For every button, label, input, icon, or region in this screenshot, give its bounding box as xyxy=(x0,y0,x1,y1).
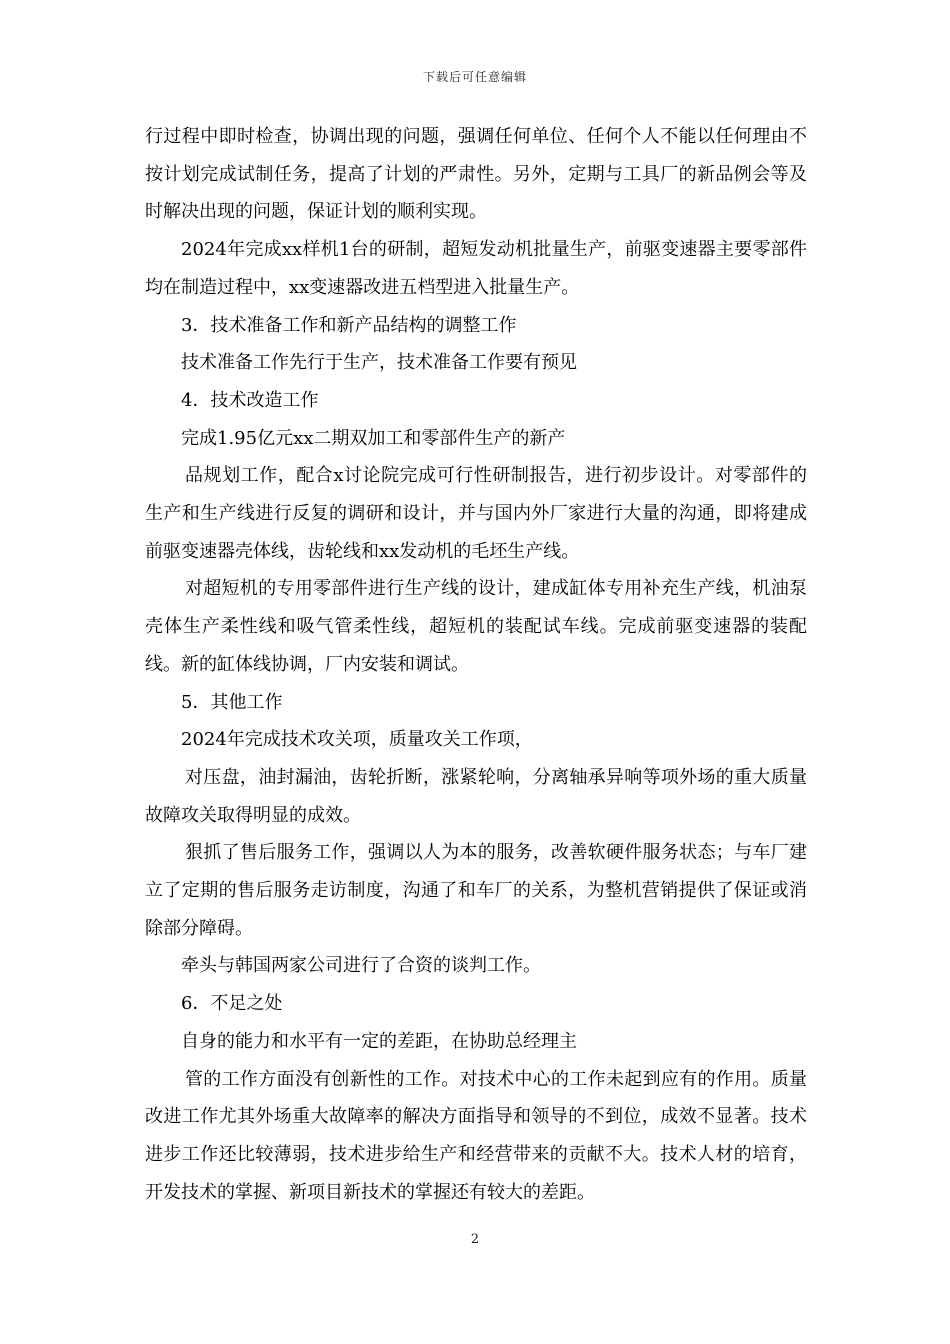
paragraph: 对超短机的专用零部件进行生产线的设计，建成缸体专用补充生产线，机油泵壳体生产柔性线和吸气管柔性线，超短机的装配试车线。完成前驱变速器的装配线。新的缸体线协调，厂内安装和调试。 xyxy=(145,578,807,675)
paragraph: 管的工作方面没有创新性的工作。对技术中心的工作未起到应有的作用。质量改进工作尤其外场重大故障率的解决方面指导和领导的不到位，成效不显著。技术进步工作还比较薄弱，技术进步给生产和经营带来的贡献不大。技术人材的培育，开发技术的掌握、新项目新技术的掌握还有较大的差距。 xyxy=(145,1068,807,1203)
paragraph: 品规划工作，配合x讨论院完成可行性研制报告，进行初步设计。对零部件的生产和生产线进行反复的调研和设计，并与国内外厂家进行大量的沟通，即将建成前驱变速器壳体线，齿轮线和xx发动机的毛坯生产线。 xyxy=(145,465,807,562)
paragraph: 2024年完成xx样机1台的研制，超短发动机批量生产，前驱变速器主要零部件均在制造过程中，xx变速器改进五档型进入批量生产。 xyxy=(145,239,807,298)
paragraph: 牵头与韩国两家公司进行了合资的谈判工作。 xyxy=(181,955,541,977)
section-heading: 3．技术准备工作和新产品结构的调整工作 xyxy=(181,314,517,336)
paragraph: 完成1.95亿元xx二期双加工和零部件生产的新产 xyxy=(181,427,566,449)
page-header: 下载后可任意编辑 xyxy=(422,70,527,84)
section-heading: 4．技术改造工作 xyxy=(181,389,319,411)
paragraph: 对压盘，油封漏油，齿轮折断，涨紧轮响，分离轴承异响等项外场的重大质量故障攻关取得明显的成效。 xyxy=(145,766,807,826)
paragraph: 行过程中即时检查，协调出现的问题，强调任何单位、任何个人不能以任何理由不按计划完成试制任务，提高了计划的严肃性。另外，定期与工具厂的新品例会等及时解决出现的问题，保证计划的顺利实现。 xyxy=(145,126,807,223)
paragraph: 技术准备工作先行于生产，技术准备工作要有预见 xyxy=(181,352,577,374)
document-body xyxy=(145,118,807,1211)
page-number: 2 xyxy=(470,1232,480,1247)
paragraph: 自身的能力和水平有一定的差距，在协助总经理主 xyxy=(181,1030,577,1052)
section-heading: 6．不足之处 xyxy=(181,993,283,1015)
section-heading: 5．其他工作 xyxy=(181,691,283,713)
paragraph: 2024年完成技术攻关项，质量攻关工作项， xyxy=(181,729,533,751)
paragraph: 狠抓了售后服务工作，强调以人为本的服务，改善软硬件服务状态；与车厂建立了定期的售后服务走访制度，沟通了和车厂的关系，为整机营销提供了保证或消除部分障碍。 xyxy=(145,842,807,939)
